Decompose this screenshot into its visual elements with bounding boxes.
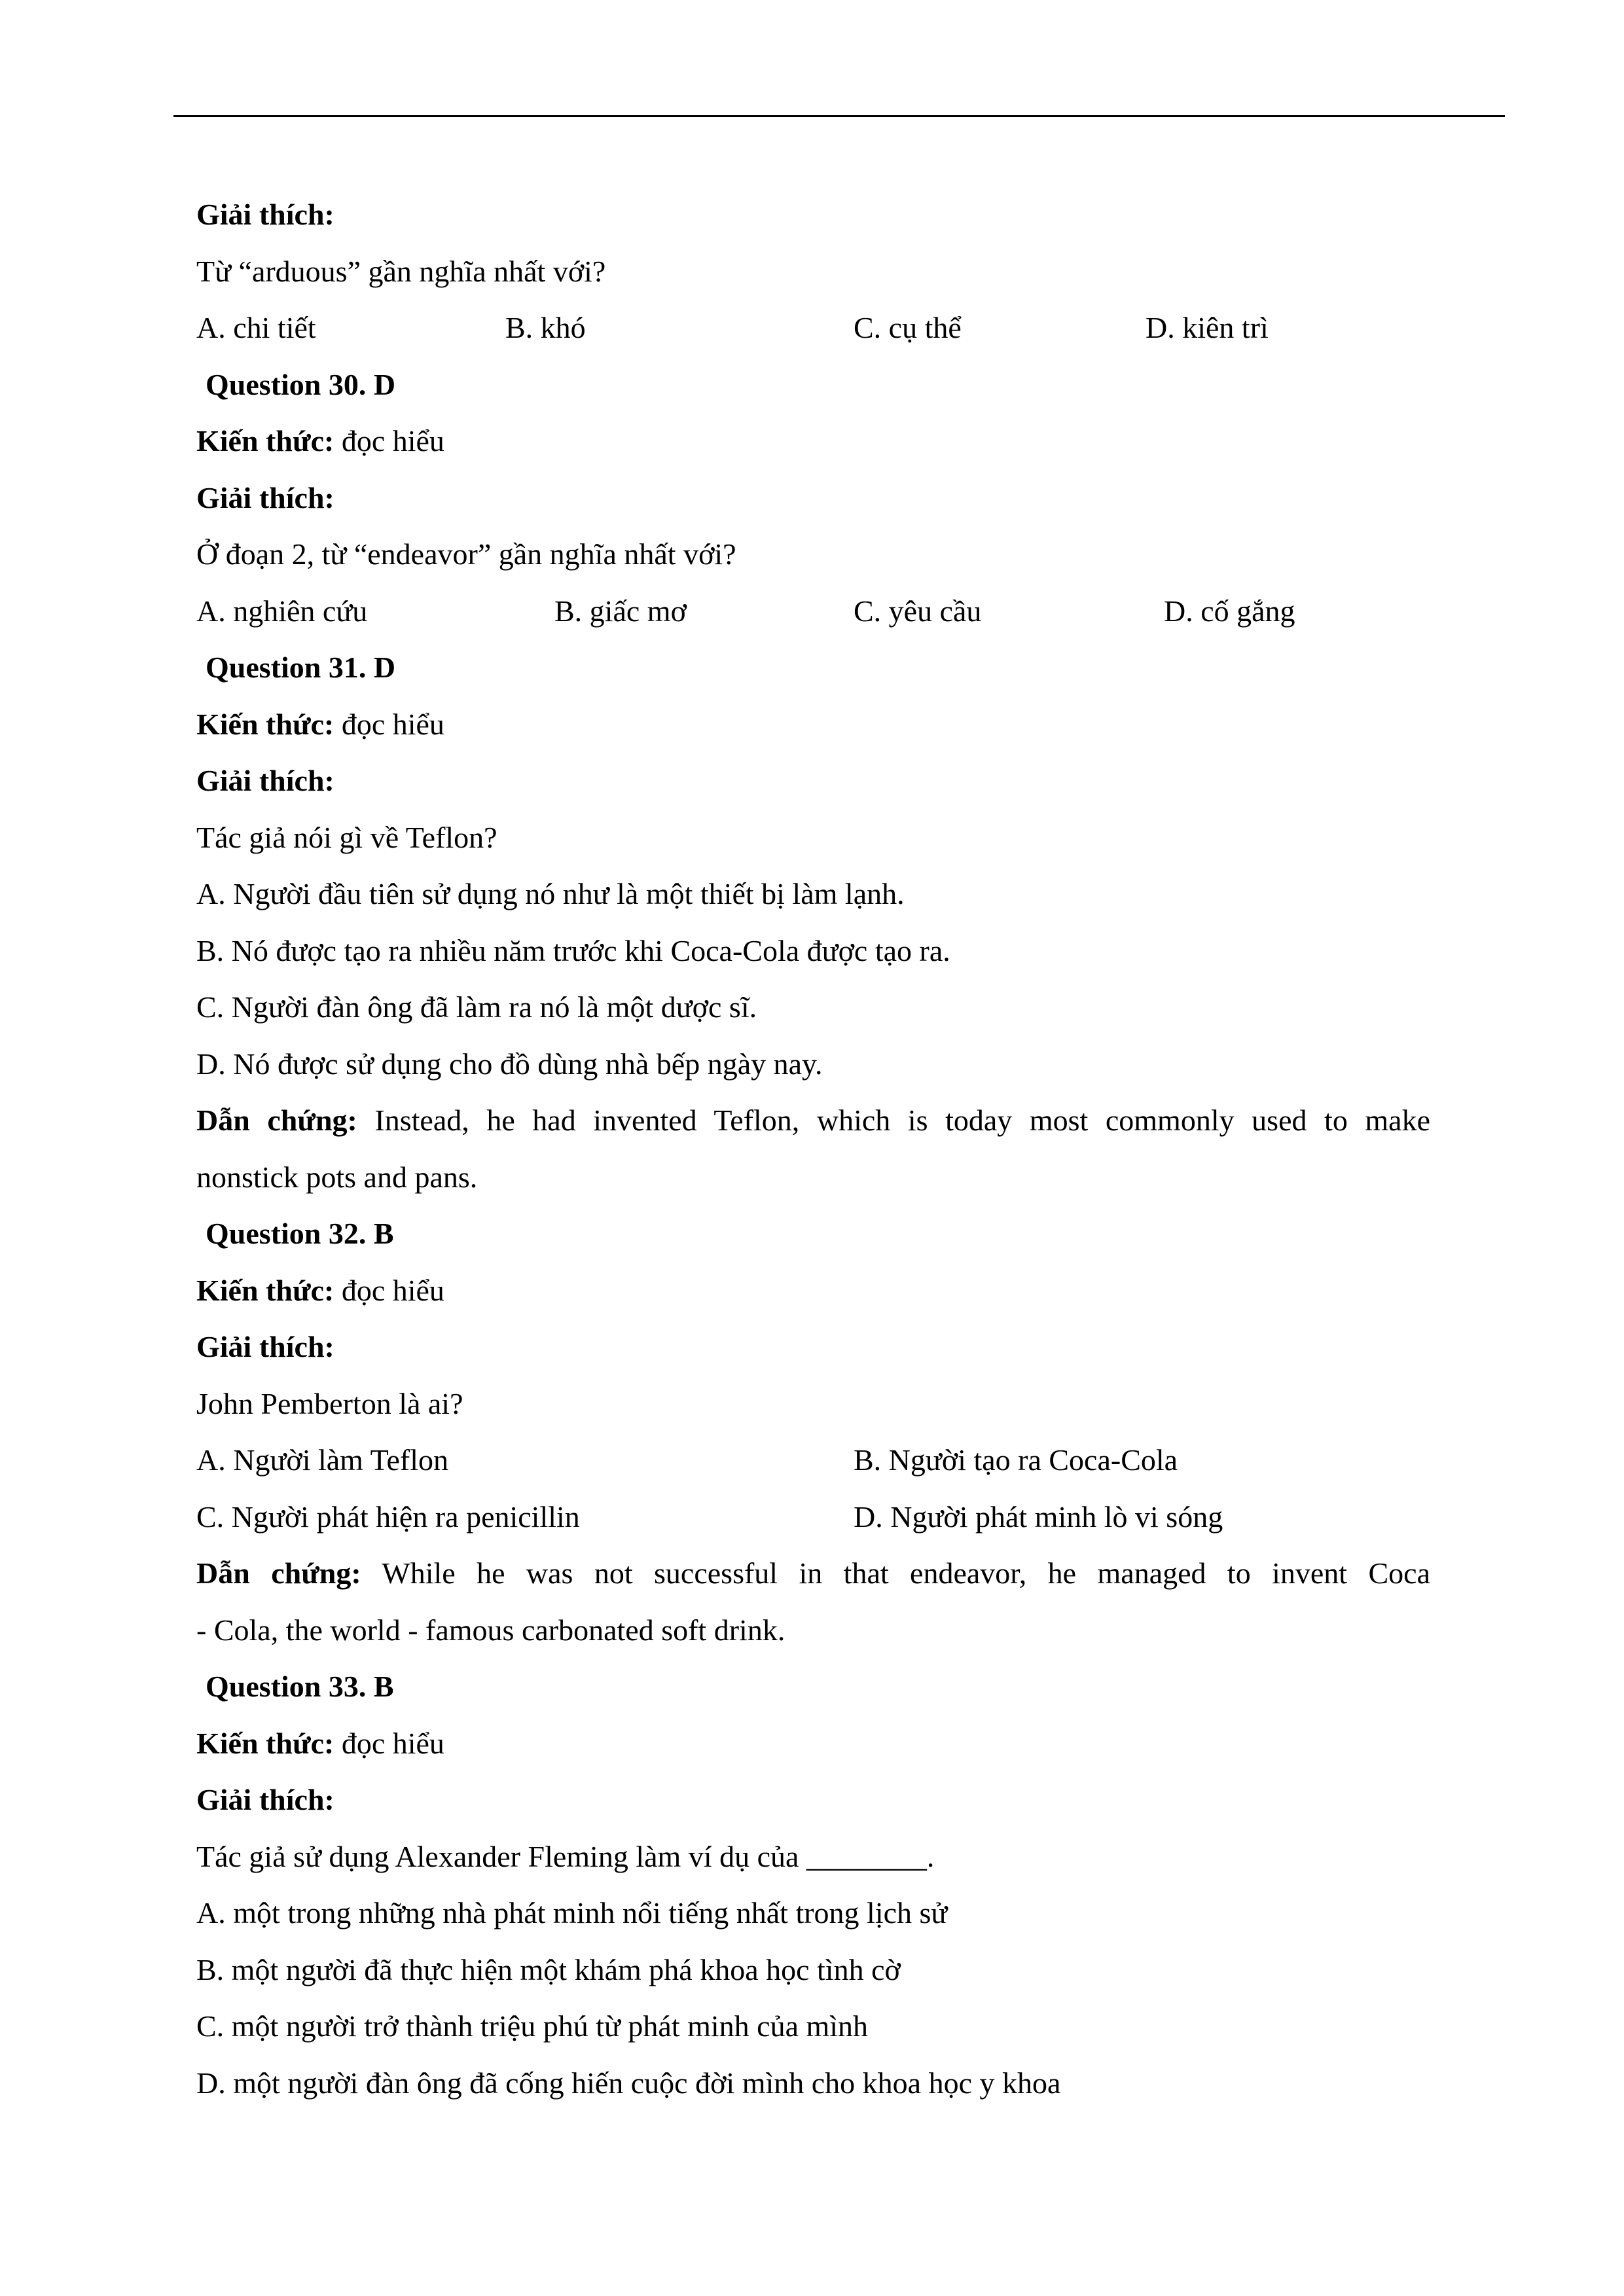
option-d: D. cố gắng xyxy=(1164,594,1295,628)
option-a: A. Người đầu tiên sử dụng nó như là một thiết bị làm lạnh. xyxy=(196,877,905,910)
option-c: C. cụ thể xyxy=(854,311,962,344)
question-31-title: Question 31. D xyxy=(206,651,396,684)
option-a: A. một trong những nhà phát minh nổi tiếng nhất trong lịch sử xyxy=(196,1896,948,1929)
option-d: D. một người đàn ông đã cống hiến cuộc đời mình cho khoa học y khoa xyxy=(196,2066,1061,2100)
document-body xyxy=(196,187,1430,2111)
question-text: Tác giả sử dụng Alexander Fleming làm ví dụ của ________. xyxy=(196,1839,935,1873)
evidence-line xyxy=(196,1545,1430,1602)
knowledge-line xyxy=(196,413,1430,470)
evidence-line xyxy=(196,1092,1430,1149)
evidence-text: While he was not successful in that endeavor, he managed to invent Coca xyxy=(361,1556,1431,1590)
options-row xyxy=(196,1432,1430,1489)
options-row xyxy=(196,583,1430,640)
option-a: A. chi tiết xyxy=(196,311,316,344)
question-text: Ở đoạn 2, từ “endeavor” gần nghĩa nhất với? xyxy=(196,537,736,571)
evidence-text: Instead, he had invented Teflon, which is today most commonly used to make xyxy=(357,1103,1430,1137)
option-b: B. một người đã thực hiện một khám phá khoa học tình cờ xyxy=(196,1952,901,1986)
explain-heading: Giải thích: xyxy=(196,764,334,797)
question-33-title: Question 33. B xyxy=(206,1670,394,1703)
evidence-label: Dẫn chứng: xyxy=(196,1103,357,1137)
question-text: John Pemberton là ai? xyxy=(196,1386,463,1420)
knowledge-value: đọc hiểu xyxy=(334,424,444,457)
question-text: Từ “arduous” gần nghĩa nhất với? xyxy=(196,254,606,288)
knowledge-value: đọc hiểu xyxy=(334,1273,444,1307)
evidence-continuation: - Cola, the world - famous carbonated soft drink. xyxy=(196,1613,785,1647)
option-c: C. Người phát hiện ra penicillin xyxy=(196,1499,580,1534)
option-b: B. giấc mơ xyxy=(554,594,687,628)
options-row xyxy=(196,300,1430,357)
knowledge-value: đọc hiểu xyxy=(334,1726,444,1760)
explain-heading: Giải thích: xyxy=(196,1783,334,1816)
option-a: A. nghiên cứu xyxy=(196,594,368,628)
option-a: A. Người làm Teflon xyxy=(196,1443,449,1477)
knowledge-label: Kiến thức: xyxy=(196,707,334,741)
knowledge-label: Kiến thức: xyxy=(196,424,334,457)
option-c: C. một người trở thành triệu phú từ phát minh của mình xyxy=(196,2009,869,2043)
header-rule xyxy=(173,115,1505,117)
explain-heading: Giải thích: xyxy=(196,198,334,231)
option-d: D. Nó được sử dụng cho đồ dùng nhà bếp ngày nay. xyxy=(196,1047,823,1081)
knowledge-label: Kiến thức: xyxy=(196,1726,334,1760)
explain-heading: Giải thích: xyxy=(196,480,334,514)
options-row xyxy=(196,1489,1430,1546)
option-c: C. Người đàn ông đã làm ra nó là một dược sĩ. xyxy=(196,990,757,1024)
knowledge-line xyxy=(196,1715,1430,1772)
option-d: D. kiên trì xyxy=(1146,311,1269,344)
knowledge-line xyxy=(196,696,1430,753)
knowledge-line xyxy=(196,1263,1430,1319)
question-text: Tác giả nói gì về Teflon? xyxy=(196,820,497,854)
explain-heading: Giải thích: xyxy=(196,1330,334,1363)
question-32-title: Question 32. B xyxy=(206,1217,394,1250)
option-b: B. Nó được tạo ra nhiều năm trước khi Coca-Cola được tạo ra. xyxy=(196,933,950,967)
option-c: C. yêu cầu xyxy=(854,594,982,628)
option-b: B. khó xyxy=(505,311,586,344)
question-30-title: Question 30. D xyxy=(206,367,396,401)
option-d: D. Người phát minh lò vi sóng xyxy=(854,1499,1223,1534)
evidence-label: Dẫn chứng: xyxy=(196,1556,361,1590)
option-b: B. Người tạo ra Coca-Cola xyxy=(854,1443,1178,1477)
knowledge-label: Kiến thức: xyxy=(196,1273,334,1307)
knowledge-value: đọc hiểu xyxy=(334,707,444,741)
evidence-continuation: nonstick pots and pans. xyxy=(196,1160,478,1194)
